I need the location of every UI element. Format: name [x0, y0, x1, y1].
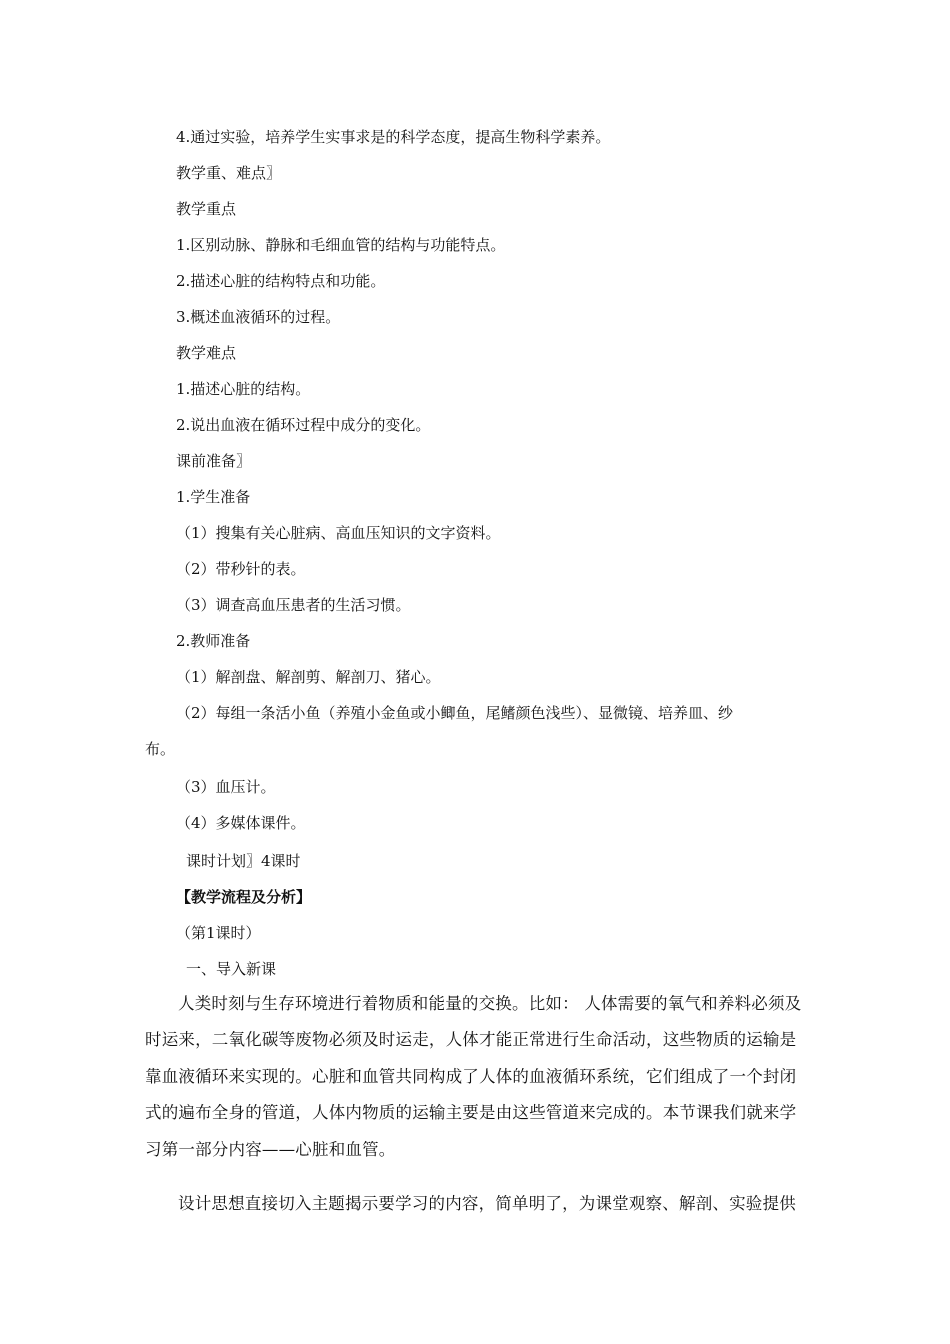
teaching-flow-heading: 【教学流程及分析】	[176, 888, 312, 906]
key-difficult-heading: 教学重、难点〗	[176, 164, 282, 182]
difficult-point-1: 1.描述心脏的结构。	[176, 380, 311, 398]
student-prep-item-1: （1）搜集有关心脏病、高血压知识的文字资料。	[176, 524, 501, 542]
student-prep-heading: 1.学生准备	[176, 488, 251, 506]
section-1-heading: 一、导入新课	[186, 960, 277, 978]
key-points-heading: 教学重点	[176, 200, 237, 218]
teacher-prep-item-3: （3）血压计。	[176, 778, 276, 796]
student-prep-item-2: （2）带秒针的表。	[176, 560, 306, 578]
design-line-1: 设计思想直接切入主题揭示要学习的内容，简单明了，为课堂观察、解剖、实验提供	[178, 1194, 796, 1213]
key-point-3: 3.概述血液循环的过程。	[176, 308, 341, 326]
student-prep-item-3: （3）调查高血压患者的生活习惯。	[176, 596, 411, 614]
key-point-1: 1.区别动脉、静脉和毛细血管的结构与功能特点。	[176, 236, 506, 254]
intro-line-2: 时运来，二氧化碳等废物必须及时运走，人体才能正常进行生命活动，这些物质的运输是	[145, 1030, 797, 1050]
intro-paragraph	[145, 986, 808, 1168]
difficult-points-heading: 教学难点	[176, 344, 237, 362]
teacher-prep-heading: 2.教师准备	[176, 632, 251, 650]
intro-line-5: 习第一部分内容——心脏和血管。	[145, 1139, 396, 1159]
difficult-point-2: 2.说出血液在循环过程中成分的变化。	[176, 416, 431, 434]
teacher-prep-item-1: （1）解剖盘、解剖剪、解剖刀、猪心。	[176, 668, 441, 686]
preparation-heading: 课前准备〗	[176, 452, 252, 470]
lesson-1-label: （第1课时）	[176, 924, 261, 942]
goal-item-4: 4.通过实验，培养学生实事求是的科学态度，提高生物科学素养。	[176, 128, 611, 146]
teacher-prep-item-2: （2）每组一条活小鱼（养殖小金鱼或小鲫鱼，尾鳍颜色浅些）、显微镜、培养皿、纱	[176, 704, 734, 722]
intro-line-1: 人类时刻与生存环境进行着物质和能量的交换。比如： 人体需要的氧气和养料必须及	[178, 994, 802, 1013]
lesson-schedule: 课时计划〗4课时	[186, 852, 301, 870]
key-point-2: 2.描述心脏的结构特点和功能。	[176, 272, 386, 290]
intro-line-3: 靠血液循环来实现的。心脏和血管共同构成了人体的血液循环系统，它们组成了一个封闭	[145, 1066, 797, 1086]
design-paragraph	[145, 1186, 808, 1222]
teacher-prep-item-4: （4）多媒体课件。	[176, 814, 306, 832]
intro-line-4: 式的遍布全身的管道，人体内物质的运输主要是由这些管道来完成的。本节课我们就来学	[145, 1103, 797, 1123]
teacher-prep-item-2-cont: 布。	[145, 740, 176, 758]
